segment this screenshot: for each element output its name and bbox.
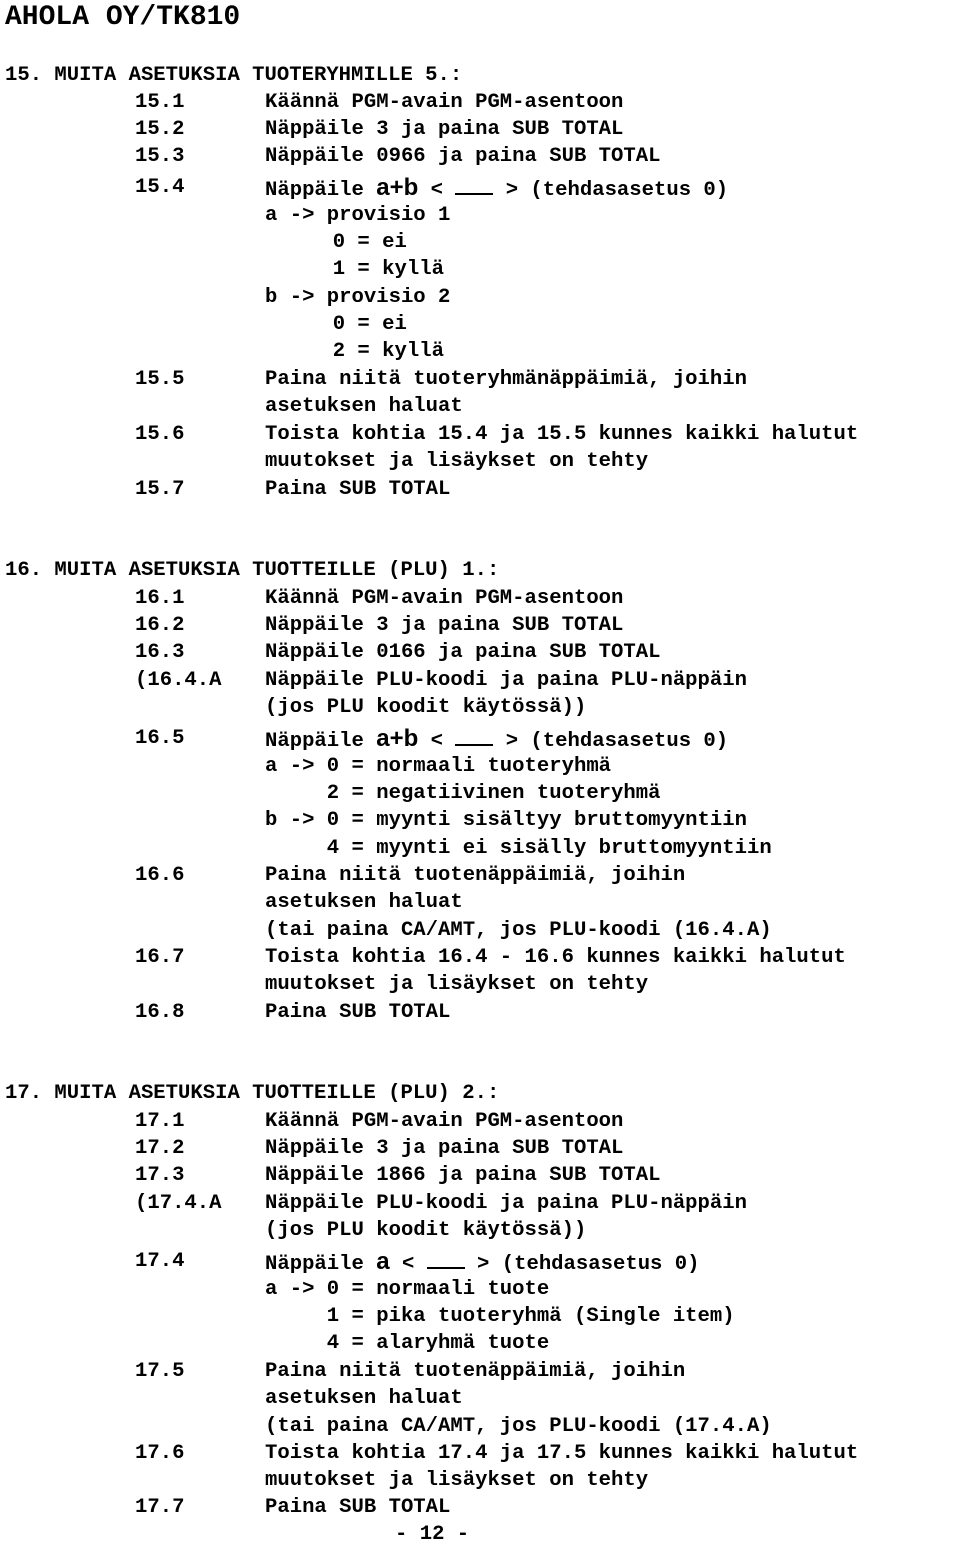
option-line: 1 = kyllä [308, 258, 444, 281]
section-heading: 15. MUITA ASETUKSIA TUOTERYHMILLE 5.: [5, 64, 463, 87]
step-text: Toista kohtia 17.4 ja 17.5 kunnes kaikki halutut [265, 1442, 859, 1465]
step-text: Paina niitä tuotenäppäimiä, joihin [265, 864, 686, 887]
step-text-input: Näppäile a < > (tehdasasetus 0) [265, 1248, 700, 1276]
section-heading: 16. MUITA ASETUKSIA TUOTTEILLE (PLU) 1.: [5, 559, 500, 582]
option-line: 4 = alaryhmä tuote [265, 1332, 550, 1355]
option-line: b -> 0 = myynti sisältyy bruttomyyntiin [265, 809, 747, 832]
step-number: 17.1 [135, 1110, 185, 1133]
step-text: Näppäile 3 ja paina SUB TOTAL [265, 118, 624, 141]
step-number: 17.7 [135, 1496, 185, 1519]
step-text-cont: asetuksen haluat [265, 395, 463, 418]
step-text: Näppäile 1866 ja paina SUB TOTAL [265, 1164, 661, 1187]
option-line: 0 = ei [308, 313, 407, 336]
step-number: 17.6 [135, 1442, 185, 1465]
option-line: a -> provisio 1 [265, 204, 451, 227]
step-number: 15.1 [135, 91, 185, 114]
option-line: 2 = kyllä [308, 340, 444, 363]
step-text: Näppäile 0166 ja paina SUB TOTAL [265, 641, 661, 664]
step-text: Näppäile 0966 ja paina SUB TOTAL [265, 145, 661, 168]
step-text-cont: muutokset ja lisäykset on tehty [265, 450, 649, 473]
step-text-cont: (jos PLU koodit käytössä)) [265, 1219, 587, 1242]
step-text: Käännä PGM-avain PGM-asentoon [265, 1110, 624, 1133]
step-text: Näppäile 3 ja paina SUB TOTAL [265, 614, 624, 637]
page-title: AHOLA OY/TK810 [5, 2, 241, 33]
step-number: 17.4 [135, 1250, 185, 1273]
step-number: 16.5 [135, 727, 185, 750]
step-number: 16.2 [135, 614, 185, 637]
option-line: a -> 0 = normaali tuoteryhmä [265, 755, 612, 778]
option-line: 4 = myynti ei sisälly bruttomyyntiin [265, 837, 772, 860]
step-text: Näppäile PLU-koodi ja paina PLU-näppäin [265, 1192, 747, 1215]
step-text: Paina niitä tuotenäppäimiä, joihin [265, 1360, 686, 1383]
step-text-input: Näppäile a+b < > (tehdasasetus 0) [265, 725, 729, 753]
step-number: 16.7 [135, 946, 185, 969]
step-number: 15.3 [135, 145, 185, 168]
page-number: - 12 - [395, 1523, 470, 1546]
step-number: 16.1 [135, 587, 185, 610]
input-blank [455, 726, 493, 746]
option-line: a -> 0 = normaali tuote [265, 1278, 550, 1301]
option-line: b -> provisio 2 [265, 286, 451, 309]
step-text: Paina SUB TOTAL [265, 1496, 451, 1519]
step-text-cont: asetuksen haluat [265, 1387, 463, 1410]
step-number: 16.8 [135, 1001, 185, 1024]
step-text-cont: muutokset ja lisäykset on tehty [265, 1469, 649, 1492]
step-number: 16.3 [135, 641, 185, 664]
step-text: Toista kohtia 16.4 - 16.6 kunnes kaikki halutut [265, 946, 846, 969]
step-number: 15.4 [135, 176, 185, 199]
step-number: 15.2 [135, 118, 185, 141]
step-text: Toista kohtia 15.4 ja 15.5 kunnes kaikki halutut [265, 423, 859, 446]
section-heading: 17. MUITA ASETUKSIA TUOTTEILLE (PLU) 2.: [5, 1082, 500, 1105]
input-code: a+b [376, 174, 419, 201]
input-blank [455, 175, 493, 195]
step-text-cont: (jos PLU koodit käytössä)) [265, 696, 587, 719]
step-number: (17.4.A [135, 1192, 222, 1215]
step-number: 15.5 [135, 368, 185, 391]
step-text-input: Näppäile a+b < > (tehdasasetus 0) [265, 174, 729, 202]
step-number: 17.5 [135, 1360, 185, 1383]
step-text: Näppäile 3 ja paina SUB TOTAL [265, 1137, 624, 1160]
input-code: a+b [376, 725, 419, 752]
step-number: 17.3 [135, 1164, 185, 1187]
step-text: Paina SUB TOTAL [265, 478, 451, 501]
step-number: 16.6 [135, 864, 185, 887]
step-number: 17.2 [135, 1137, 185, 1160]
step-text: Näppäile PLU-koodi ja paina PLU-näppäin [265, 669, 747, 692]
step-text-cont: muutokset ja lisäykset on tehty [265, 973, 649, 996]
step-number: 15.6 [135, 423, 185, 446]
step-text: Käännä PGM-avain PGM-asentoon [265, 587, 624, 610]
step-text: Paina SUB TOTAL [265, 1001, 451, 1024]
step-number: 15.7 [135, 478, 185, 501]
option-line: 0 = ei [308, 231, 407, 254]
input-blank [427, 1249, 465, 1269]
step-text-cont: asetuksen haluat [265, 891, 463, 914]
option-line: 2 = negatiivinen tuoteryhmä [265, 782, 661, 805]
step-text-cont: (tai paina CA/AMT, jos PLU-koodi (16.4.A) [265, 919, 772, 942]
step-number: (16.4.A [135, 669, 222, 692]
option-line: 1 = pika tuoteryhmä (Single item) [265, 1305, 735, 1328]
step-text-cont: (tai paina CA/AMT, jos PLU-koodi (17.4.A) [265, 1415, 772, 1438]
input-code: a [376, 1248, 390, 1275]
step-text: Käännä PGM-avain PGM-asentoon [265, 91, 624, 114]
step-text: Paina niitä tuoteryhmänäppäimiä, joihin [265, 368, 747, 391]
